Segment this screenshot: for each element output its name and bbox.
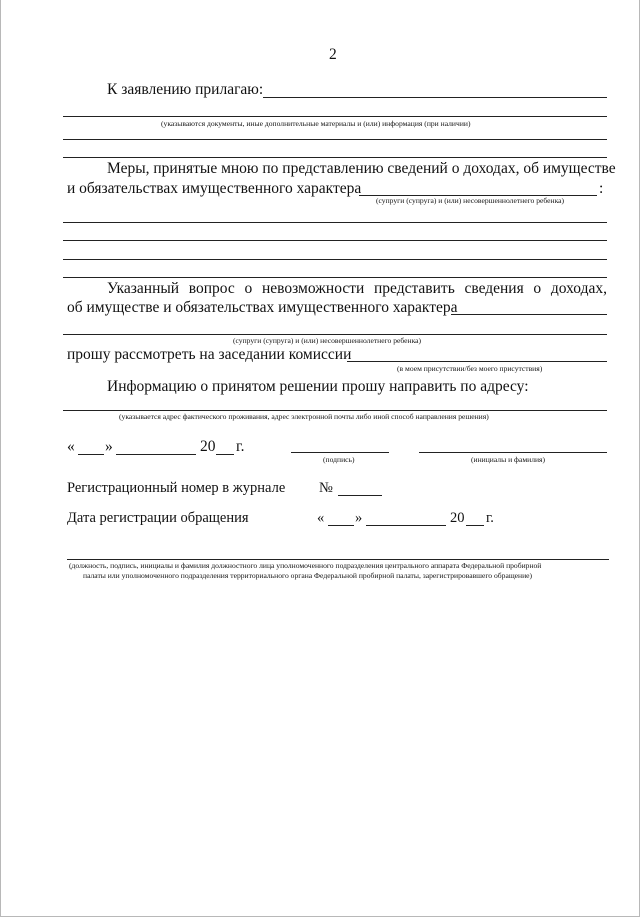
measures-hint: (супруги (супруга) и (или) несовершеннолетнего ребенка) xyxy=(376,196,565,205)
official-signature-line[interactable] xyxy=(67,559,609,560)
question-fill-line[interactable] xyxy=(451,314,607,315)
measures-line1: Меры, принятые мною по представлению сведений о доходах, об имуществе xyxy=(107,160,616,177)
attach-line-2[interactable] xyxy=(63,116,607,117)
registration-number-label: Регистрационный номер в журнале xyxy=(67,480,286,496)
question-line-2[interactable] xyxy=(63,334,607,335)
attach-label: К заявлению прилагаю: xyxy=(107,81,264,98)
name-line[interactable] xyxy=(419,452,607,453)
measures-colon: : xyxy=(599,180,604,197)
info-fill-line[interactable] xyxy=(63,410,607,411)
reg-date-month-line[interactable] xyxy=(366,525,446,526)
registration-date-label: Дата регистрации обращения xyxy=(67,510,249,526)
date-year-suffix: г. xyxy=(236,438,245,455)
question-line1: Указанный вопрос о невозможности представить сведения о доходах, xyxy=(107,280,607,297)
reg-date-year-prefix: 20 xyxy=(450,510,465,526)
date-close-quote: » xyxy=(105,438,113,455)
measures-line-4[interactable] xyxy=(63,259,607,260)
footer-line2: палаты или уполномоченного подразделения территориального органа Федеральной пробирной палаты, зарегистрировавшего обращение) xyxy=(83,571,533,580)
measures-line-3[interactable] xyxy=(63,240,607,241)
question-line2: об имуществе и обязательствах имущественного характера xyxy=(67,299,458,316)
reg-date-year-line[interactable] xyxy=(466,525,484,526)
attach-line-4[interactable] xyxy=(63,157,607,158)
name-hint: (инициалы и фамилия) xyxy=(471,455,546,464)
request-fill-line[interactable] xyxy=(347,361,607,362)
date-open-quote: « xyxy=(67,438,75,455)
page-number: 2 xyxy=(329,46,337,63)
date-day-line[interactable] xyxy=(78,454,104,455)
request-text: прошу рассмотреть на заседании комиссии xyxy=(67,346,352,363)
reg-date-year-suffix: г. xyxy=(486,510,494,526)
reg-date-open-quote: « xyxy=(317,510,325,526)
signature-hint: (подпись) xyxy=(323,455,355,464)
registration-number-line[interactable] xyxy=(338,495,382,496)
request-hint: (в моем присутствии/без моего присутствия) xyxy=(397,364,543,373)
question-hint: (супруги (супруга) и (или) несовершеннолетнего ребенка) xyxy=(233,336,422,345)
signature-line[interactable] xyxy=(291,452,389,453)
footer-line1: (должность, подпись, инициалы и фамилия должностного лица уполномоченного подразделения центрального аппарата Федеральной пробирной xyxy=(69,561,542,570)
attach-hint: (указываются документы, иные дополнительные материалы и (или) информация (при наличии) xyxy=(161,119,471,128)
reg-date-close-quote: » xyxy=(355,510,363,526)
attach-fill-line[interactable] xyxy=(263,97,607,98)
attach-line-3[interactable] xyxy=(63,139,607,140)
registration-number-sign: № xyxy=(319,480,333,496)
date-month-line[interactable] xyxy=(116,454,196,455)
info-hint: (указывается адрес фактического проживания, адрес электронной почты либо иной способ направления решения) xyxy=(119,412,489,421)
measures-line-2[interactable] xyxy=(63,222,607,223)
measures-line-5[interactable] xyxy=(63,277,607,278)
date-year-prefix: 20 xyxy=(200,438,216,455)
measures-line2: и обязательствах имущественного характера xyxy=(67,180,362,197)
info-text: Информацию о принятом решении прошу направить по адресу: xyxy=(107,378,529,395)
reg-date-day-line[interactable] xyxy=(328,525,354,526)
date-year-line[interactable] xyxy=(216,454,234,455)
